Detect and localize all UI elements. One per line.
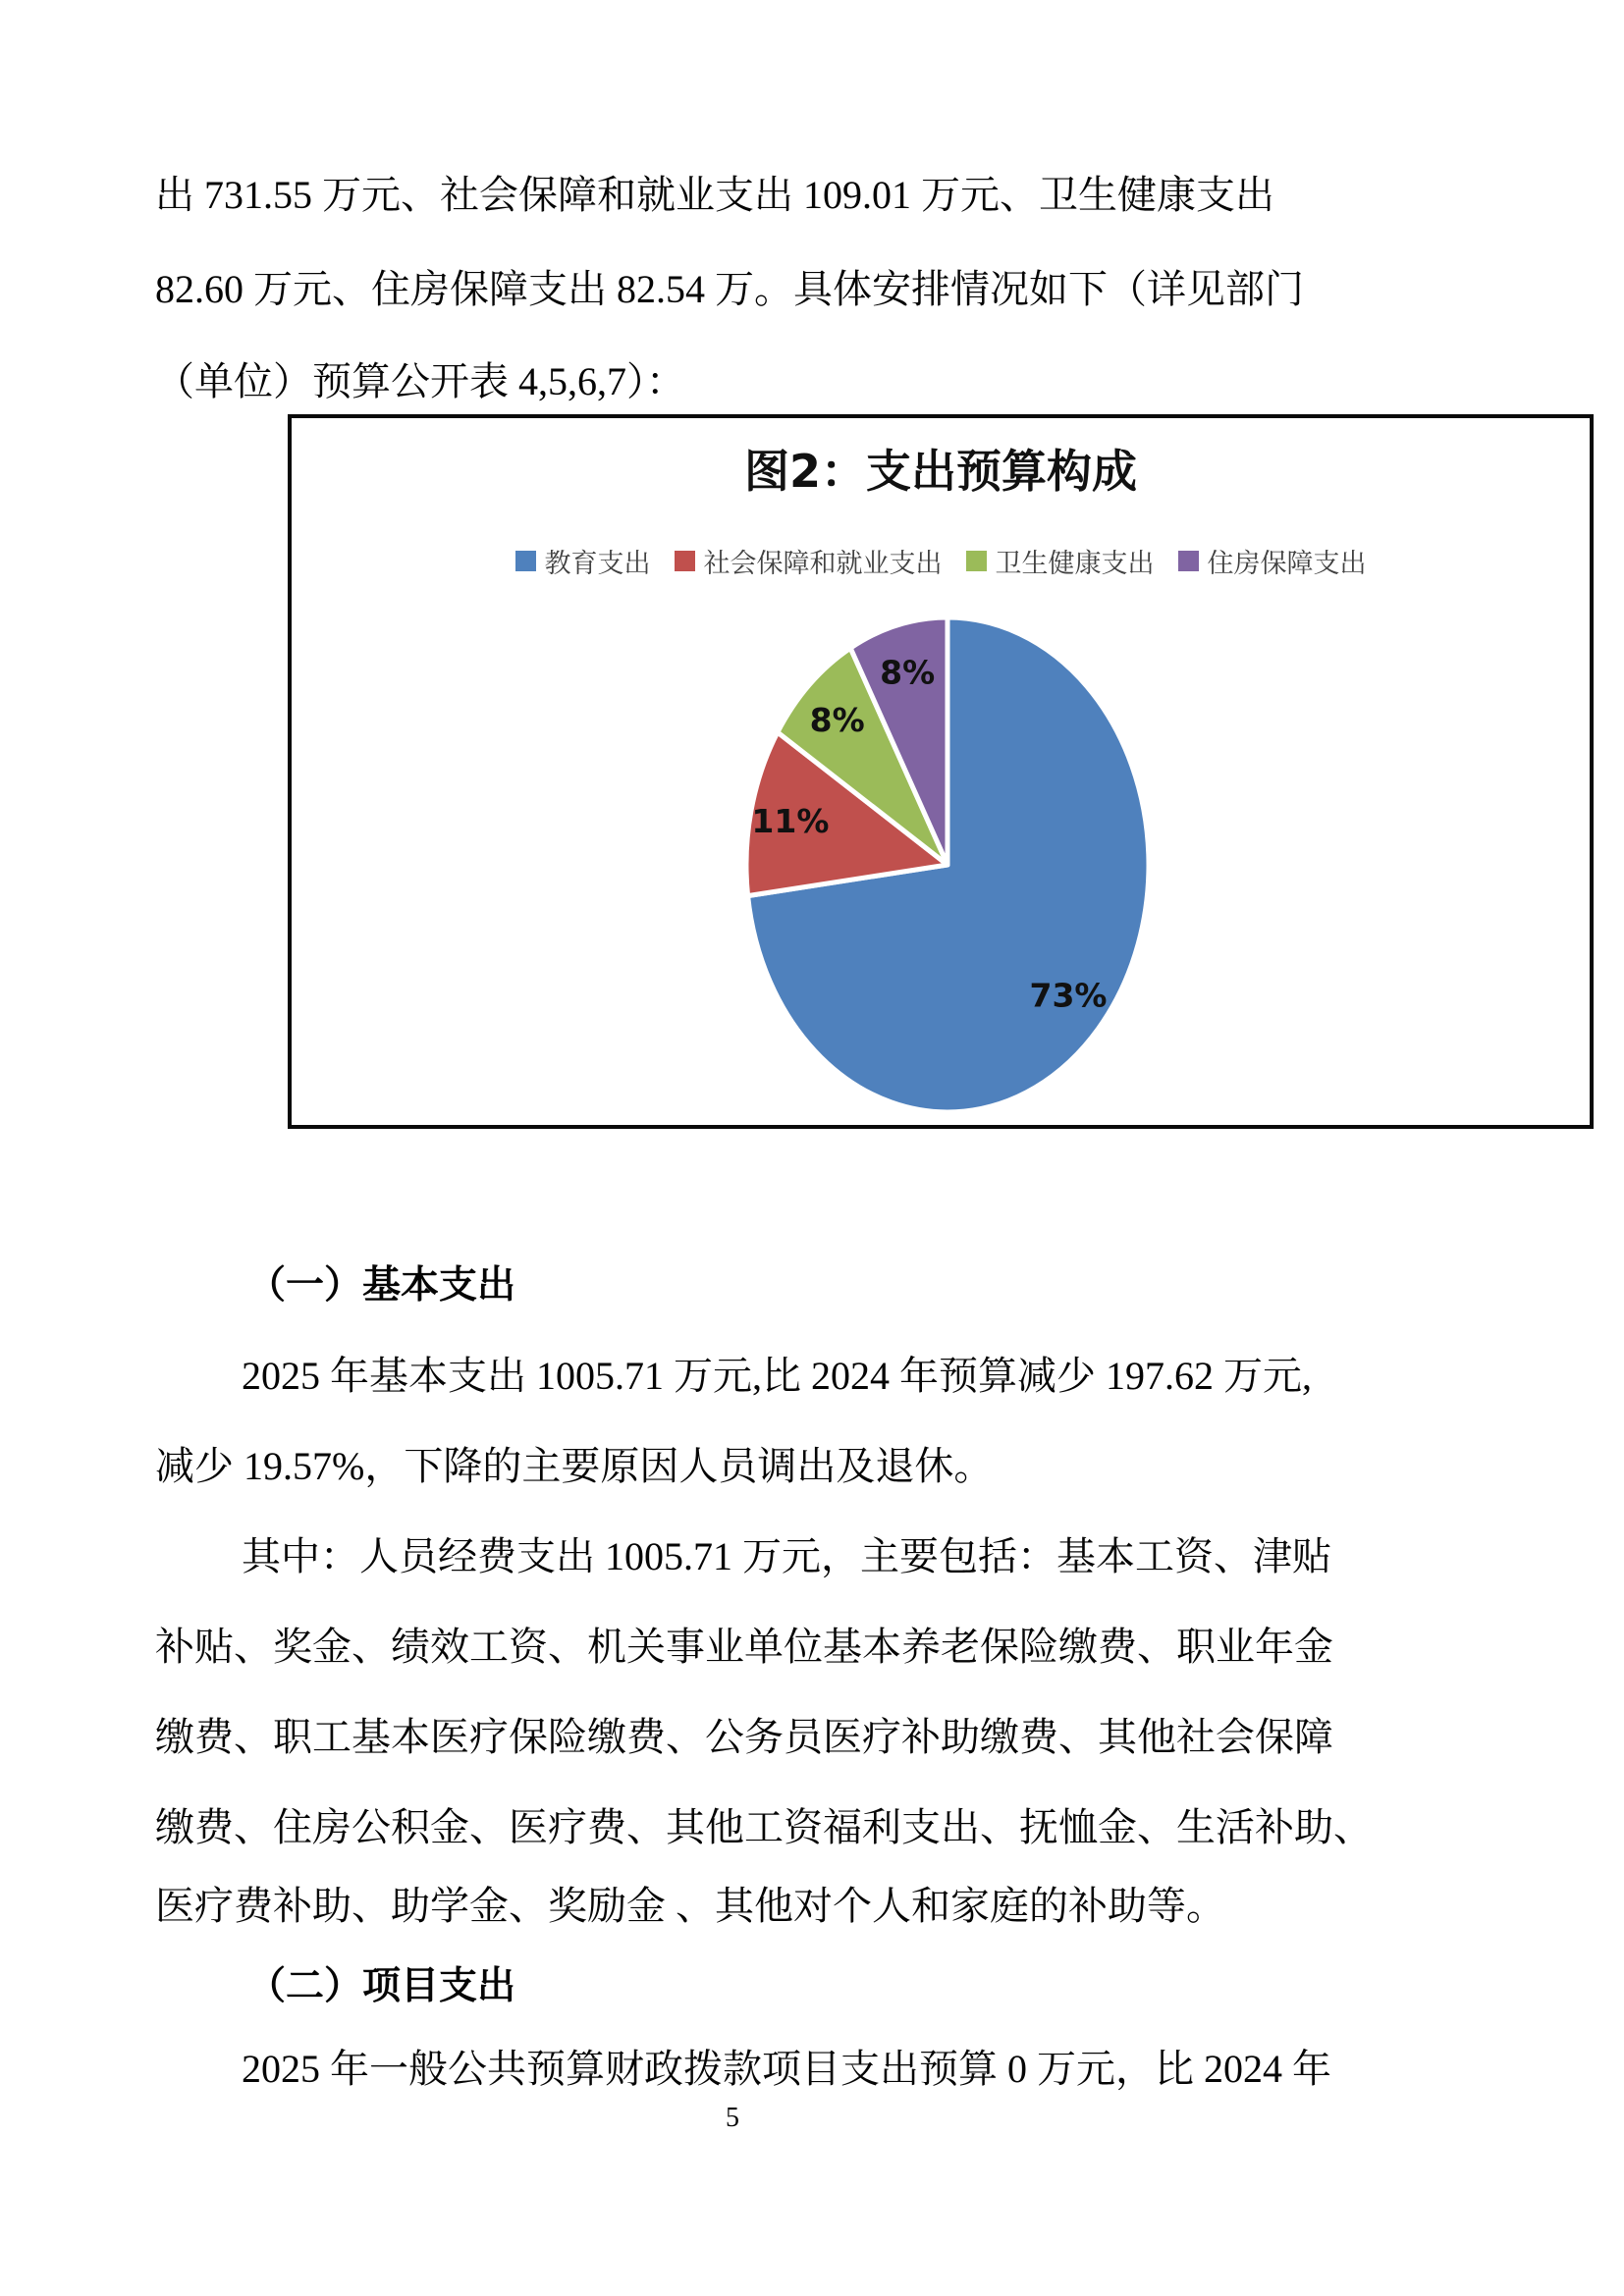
body-line: （单位）预算公开表 4,5,6,7）：: [155, 359, 685, 403]
pie-chart: [292, 418, 1590, 1125]
legend-label: 卫生健康支出: [995, 549, 1155, 579]
pie-slice-label-1: 11%: [751, 802, 830, 840]
body-line: 2025 年基本支出 1005.71 万元,比 2024 年预算减少 197.62 万元,: [242, 1354, 1312, 1398]
section-heading-project: （二）项目支出: [247, 1964, 516, 2008]
body-line: 其中：人员经费支出 1005.71 万元，主要包括：基本工资、津贴: [242, 1534, 1331, 1578]
legend-label: 社会保障和就业支出: [703, 549, 943, 579]
page-number: 5: [726, 2103, 739, 2133]
chart-title: 图2：支出预算构成: [743, 445, 1137, 498]
section-heading-basic: （一）基本支出: [247, 1263, 516, 1308]
body-line: 补贴、奖金、绩效工资、机关事业单位基本养老保险缴费、职业年金: [155, 1625, 1333, 1669]
body-line: 缴费、职工基本医疗保险缴费、公务员医疗补助缴费、其他社会保障: [155, 1715, 1333, 1759]
body-line: 缴费、住房公积金、医疗费、其他工资福利支出、抚恤金、生活补助、: [155, 1805, 1373, 1849]
body-line: 减少 19.57%，下降的主要原因人员调出及退休。: [155, 1444, 994, 1488]
legend-label: 住房保障支出: [1207, 549, 1367, 579]
legend-label: 教育支出: [544, 549, 651, 579]
body-line: 2025 年一般公共预算财政拨款项目支出预算 0 万元，比 2024 年: [242, 2047, 1331, 2091]
figure-2-chart-frame: [288, 414, 1594, 1129]
body-line: 医疗费补助、助学金、奖励金 、其他对个人和家庭的补助等。: [155, 1884, 1225, 1928]
pie-slice-label-0: 73%: [1029, 976, 1108, 1015]
body-line: 出 731.55 万元、社会保障和就业支出 109.01 万元、卫生健康支出: [155, 173, 1274, 217]
pie-slice-label-3: 8%: [880, 653, 936, 692]
body-line: 82.60 万元、住房保障支出 82.54 万。具体安排情况如下（详见部门: [155, 267, 1304, 311]
pie-slice-label-2: 8%: [809, 701, 865, 739]
